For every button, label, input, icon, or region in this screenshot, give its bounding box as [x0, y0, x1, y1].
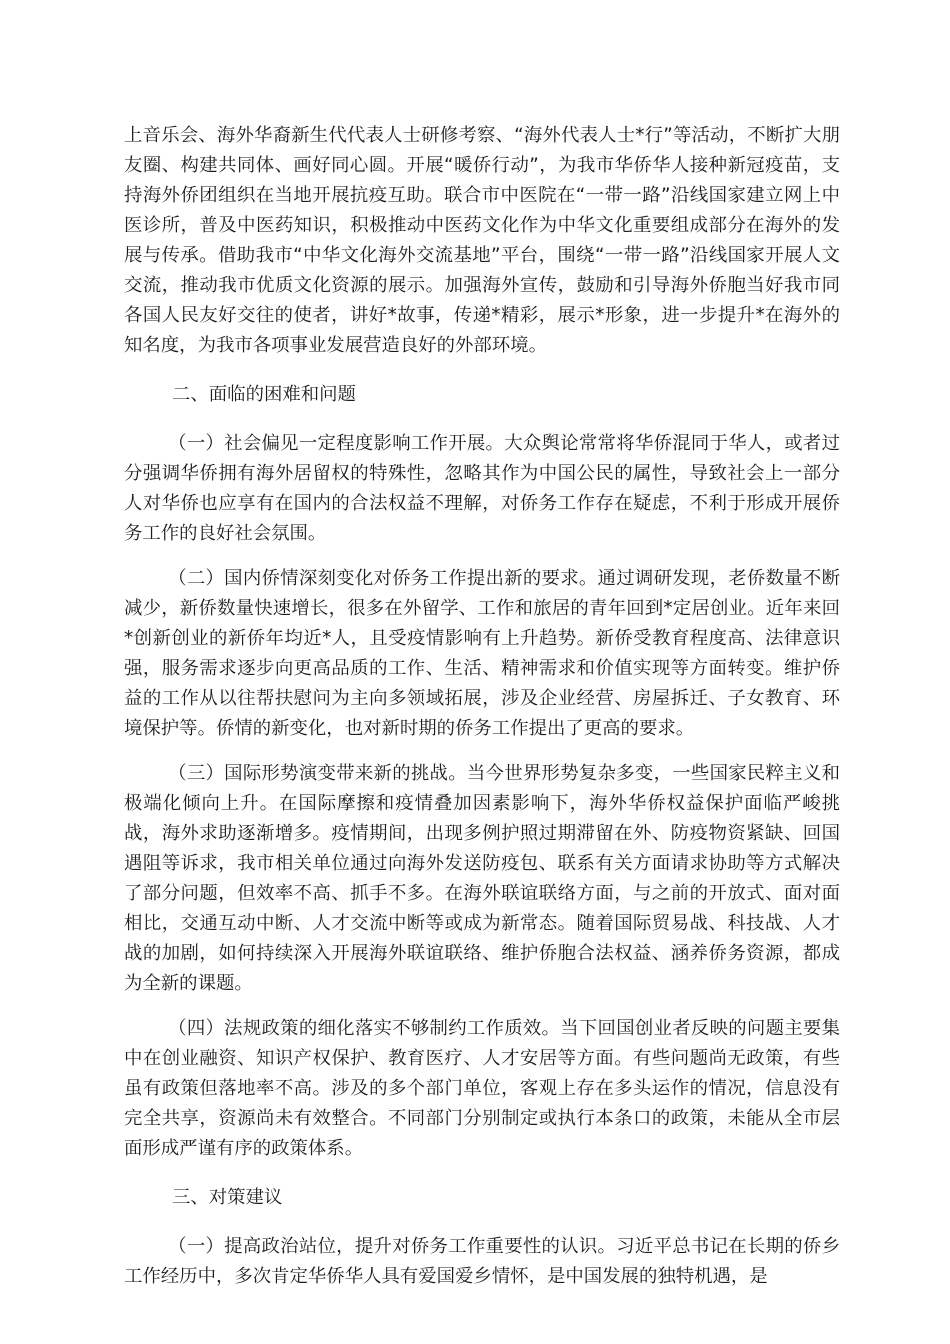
paragraph-political-position: （一）提高政治站位，提升对侨务工作重要性的认识。习近平总书记在长期的侨乡工作经历中，多次肯定华侨华人具有爱国爱乡情怀，是中国发展的独特机遇，是	[124, 1236, 840, 1287]
paragraph-domestic-changes: （二）国内侨情深刻变化对侨务工作提出新的要求。通过调研发现，老侨数量不断减少，新侨数量快速增长，很多在外留学、工作和旅居的青年回到*定居创业。近年来回*创新创业的新侨年均近*人，且受疫情影响有上升趋势。新侨受教育程度高、法律意识强，服务需求逐步向更高品质的工作、生活、精神需求和价值实现等方面转变。维护侨益的工作从以往帮扶慰问为主向多领域拓展，涉及企业经营、房屋拆迁、子女教育、环境保护等。侨情的新变化，也对新时期的侨务工作提出了更高的要求。	[124, 568, 840, 739]
paragraph-social-bias: （一）社会偏见一定程度影响工作开展。大众舆论常常将华侨混同于华人，或者过分强调华侨拥有海外居留权的特殊性，忽略其作为中国公民的属性，导致社会上一部分人对华侨也应享有在国内的合法权益不理解，对侨务工作存在疑虑，不利于形成开展侨务工作的良好社会氛围。	[124, 433, 840, 544]
paragraph-international-situation: （三）国际形势演变带来新的挑战。当今世界形势复杂多变，一些国家民粹主义和极端化倾向上升。在国际摩擦和疫情叠加因素影响下，海外华侨权益保护面临严峻挑战，海外求助逐渐增多。疫情期间，出现多例护照过期滞留在外、防疫物资紧缺、回国遇阻等诉求，我市相关单位通过向海外发送防疫包、联系有关方面请求协助等方式解决了部分问题，但效率不高、抓手不多。在海外联谊联络方面，与之前的开放式、面对面相比，交通互动中断、人才交流中断等或成为新常态。随着国际贸易战、科技战、人才战的加剧，如何持续深入开展海外联谊联络、维护侨胞合法权益、涵养侨务资源，都成为全新的课题。	[124, 763, 840, 994]
paragraph-continued: 上音乐会、海外华裔新生代代表人士研修考察、“海外代表人士*行”等活动，不断扩大朋友圈、构建共同体、画好同心圆。开展“暖侨行动”，为我市华侨华人接种新冠疫苗，支持海外侨团组织在当地开展抗疫互助。联合市中医院在“一带一路”沿线国家建立网上中医诊所，普及中医药知识，积极推动中医药文化作为中华文化重要组成部分在海外的发展与传承。借助我市“中华文化海外交流基地”平台，围绕“一带一路”沿线国家开展人文交流，推动我市优质文化资源的展示。加强海外宣传，鼓励和引导海外侨胞当好我市同各国人民友好交往的使者，讲好*故事，传递*精彩，展示*形象，进一步提升*在海外的知名度，为我市各项事业发展营造良好的外部环境。	[124, 125, 840, 356]
section-heading-difficulties: 二、面临的困难和问题	[172, 384, 356, 405]
document-page	[124, 121, 840, 1292]
section-heading-suggestions: 三、对策建议	[172, 1187, 283, 1208]
paragraph-policy-implementation: （四）法规政策的细化落实不够制约工作质效。当下回国创业者反映的问题主要集中在创业融资、知识产权保护、教育医疗、人才安居等方面。有些问题尚无政策，有些虽有政策但落地率不高。涉及的多个部门单位，客观上存在多头运作的情况，信息没有完全共享，资源尚未有效整合。不同部门分别制定或执行本条口的政策，未能从全市层面形成严谨有序的政策体系。	[124, 1018, 840, 1159]
